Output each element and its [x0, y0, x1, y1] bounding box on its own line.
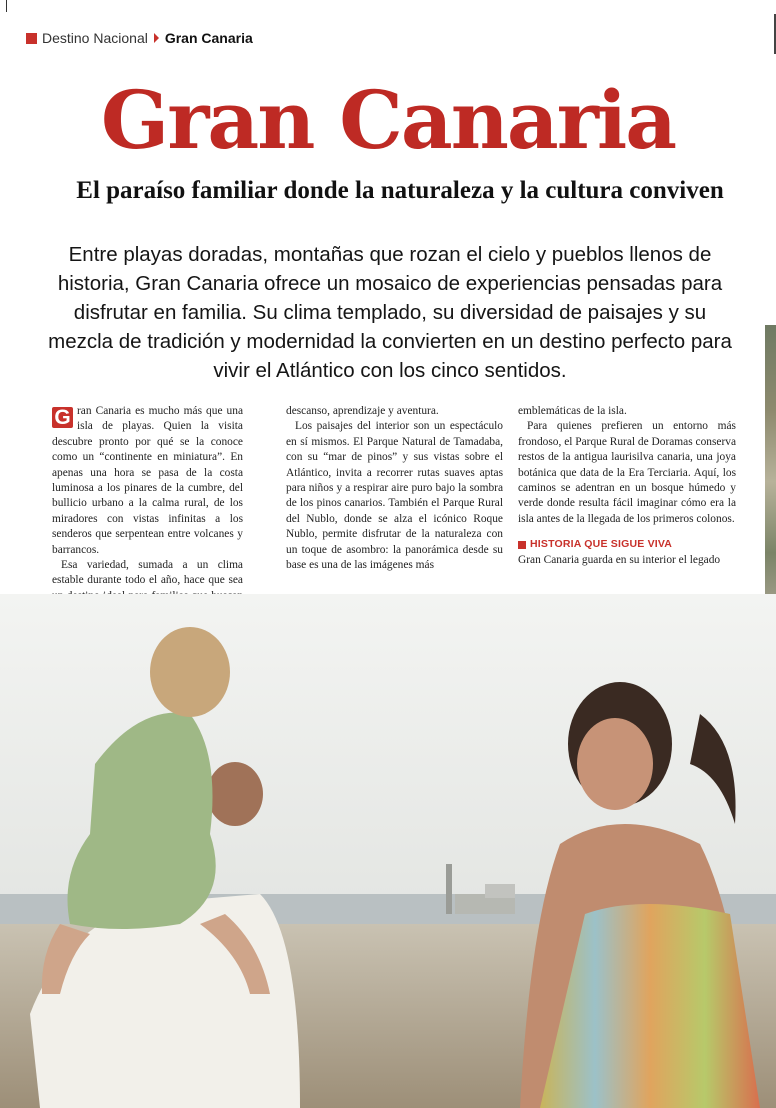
family-beach-photo	[0, 594, 776, 1108]
section-square-icon	[26, 33, 37, 44]
column-3	[518, 404, 736, 568]
column-1	[52, 404, 243, 620]
breadcrumb	[26, 30, 253, 46]
subhead-square-icon	[518, 541, 526, 549]
paragraph: Los paisajes del interior son un espectáculo en sí mismos. El Parque Natural de Tamadaba, con su “mar de pinos” y sus vistas sobre el Atlántico, invita a recorrer rutas suaves aptas para niños y a respirar aire puro bajo la sombra de los pinos canarios. También el Parque Rural del Nublo, donde se alza el icónico Roque Nublo, permite disfrutar de la naturaleza con un toque de asombro: la panorámica desde su base es una de las imágenes más	[286, 420, 503, 572]
column-2	[286, 404, 503, 573]
paragraph: emblemáticas de la isla.	[518, 405, 627, 417]
paragraph: descanso, aprendizaje y aventura.	[286, 405, 439, 417]
section-subhead	[518, 537, 736, 552]
adjacent-page-photo-strip	[765, 325, 776, 610]
paragraph: Esa variedad, sumada a un clima estable durante todo el año, hace que sea	[52, 559, 243, 587]
paragraph: Para quienes prefieren un entorno más frondoso, el Parque Rural de Doramas conserva restos de la antigua laurisilva canaria, una joya botánica que data de la Era Terciaria. Aquí, los caminos se adentran en un bosque húmedo y verde donde resulta fácil imaginar cómo era la isla antes de la llegada de los primeros colonos.	[518, 420, 736, 525]
article-title: Gran Canaria	[100, 73, 676, 167]
drop-cap: G	[52, 407, 73, 428]
breadcrumb-current: Gran Canaria	[164, 30, 253, 46]
breadcrumb-arrow-icon	[154, 33, 159, 43]
paragraph: Gran Canaria guarda en su interior el legado	[518, 553, 721, 566]
article-subtitle: El paraíso familiar donde la naturaleza y la cultura conviven	[76, 177, 724, 204]
lead-paragraph: Entre playas doradas, montañas que rozan el cielo y pueblos llenos de historia, Gran Canaria ofrece un mosaico de experiencias pensadas para disfrutar en familia. Su clima templado, su diversidad de paisajes y su mezcla de tradición y modernidad la convierten en un destino perfecto para vivir el Atlántico con los cinco sentidos.	[48, 243, 732, 382]
paragraph-text: ran Canaria es mucho más que una isla de playas. Quien la visita descubre pronto por qué se la conoce como un “continente en miniatura”. En apenas una hora se pasa de la costa luminosa a los pinares de la cumbre, del bullicio urbano a la calma rural, de los miradores con vistas infinitas a los senderos que serpentean entre volcanes y barrancos.	[52, 405, 243, 556]
subhead-text: HISTORIA QUE SIGUE VIVA	[530, 538, 673, 551]
paragraph	[52, 404, 243, 558]
crop-mark	[6, 0, 7, 12]
breadcrumb-section: Destino Nacional	[42, 30, 148, 46]
